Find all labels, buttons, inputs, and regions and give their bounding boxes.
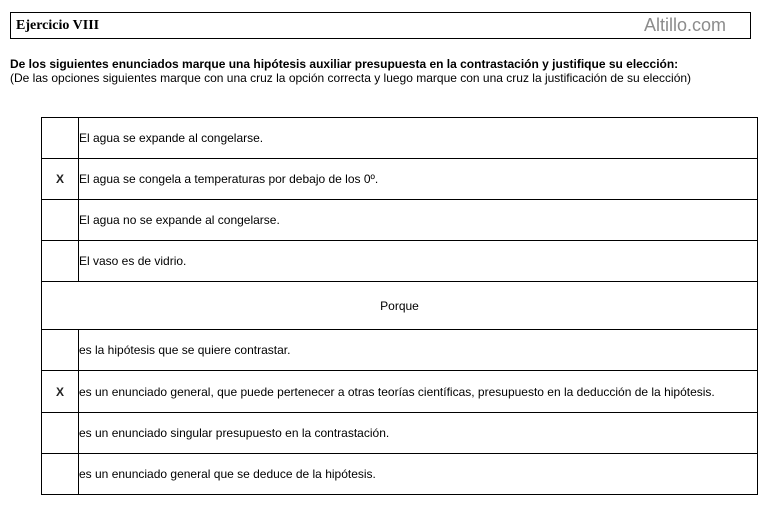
option-row[interactable]: [42, 118, 758, 159]
justification-text: es un enunciado general, que puede pertenecer a otras teorías científicas, presupuesto en la deducción de la hipótesis.: [79, 371, 758, 413]
justification-mark-cell[interactable]: X: [42, 371, 79, 413]
instruction-note: (De las opciones siguientes marque con una cruz la opción correcta y luego marque con una cruz la justificación de su elección): [10, 71, 692, 85]
justification-text: es un enunciado general que se deduce de la hipótesis.: [79, 454, 758, 495]
question-text: De los siguientes enunciados marque una hipótesis auxiliar presupuesta en la contrastación y justifique su elección:: [10, 57, 679, 71]
porque-label: Porque: [42, 282, 758, 330]
justification-mark-cell[interactable]: [42, 454, 79, 495]
option-text: El vaso es de vidrio.: [79, 241, 758, 282]
option-row[interactable]: [42, 241, 758, 282]
option-row[interactable]: [42, 159, 758, 200]
option-text: El agua se expande al congelarse.: [79, 118, 758, 159]
justification-row[interactable]: [42, 330, 758, 371]
option-mark-cell[interactable]: [42, 118, 79, 159]
separator-row: [42, 282, 758, 330]
option-mark-cell[interactable]: X: [42, 159, 79, 200]
justification-mark-cell[interactable]: [42, 330, 79, 371]
justification-row[interactable]: [42, 454, 758, 495]
justification-mark-cell[interactable]: [42, 413, 79, 454]
site-watermark: Altillo.com: [643, 15, 726, 35]
option-text: El agua no se expande al congelarse.: [79, 200, 758, 241]
option-mark-cell[interactable]: [42, 241, 79, 282]
instructions: [10, 57, 770, 85]
justification-text: es la hipótesis que se quiere contrastar.: [79, 330, 758, 371]
justification-row[interactable]: [42, 371, 758, 413]
answer-table: [41, 117, 758, 495]
option-text: El agua se congela a temperaturas por debajo de los 0º.: [79, 159, 758, 200]
justification-text: es un enunciado singular presupuesto en la contrastación.: [79, 413, 758, 454]
justification-row[interactable]: [42, 413, 758, 454]
exercise-title-box: [10, 12, 751, 39]
exercise-title: Ejercicio VIII: [16, 18, 100, 33]
option-row[interactable]: [42, 200, 758, 241]
option-mark-cell[interactable]: [42, 200, 79, 241]
